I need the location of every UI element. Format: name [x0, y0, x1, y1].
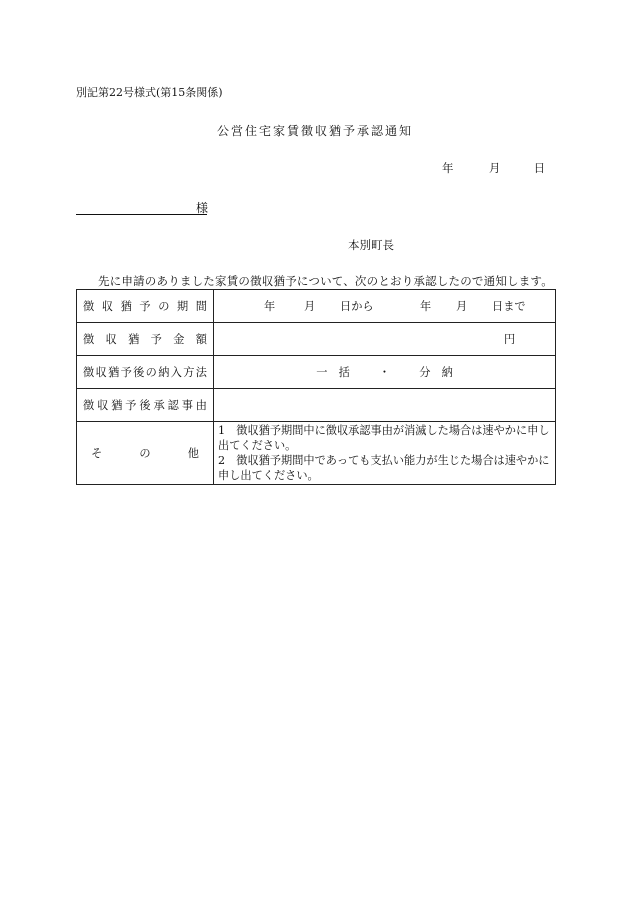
table-row-method: [77, 356, 556, 389]
note-item: 2 徴収猶予期間中であっても支払い能力が生じた場合は速やかに申し出てください。: [218, 454, 550, 482]
table-row-reason: [77, 389, 556, 422]
period-from-year: 年: [264, 300, 276, 313]
date-line: [442, 160, 545, 176]
period-from-day: 日から: [340, 300, 374, 313]
recipient-honorific: 様: [196, 201, 209, 215]
table-row-period: [77, 290, 556, 323]
method-value: [214, 356, 556, 389]
amount-value: [214, 323, 556, 356]
other-notes: [214, 422, 556, 485]
amount-label: 徴収猶予金額: [77, 323, 214, 356]
table-row-amount: [77, 323, 556, 356]
date-year: 年: [442, 161, 454, 175]
document-title: 公営住宅家賃徴収猶予承認通知: [216, 124, 413, 138]
other-label: [77, 422, 214, 485]
period-from-month: 月: [304, 300, 316, 313]
issuer-name: 本別町長: [348, 238, 394, 252]
other-label-char-1: そ: [91, 447, 103, 460]
reason-value: [214, 389, 556, 422]
amount-unit: 円: [504, 333, 516, 346]
recipient-name-line: [76, 200, 207, 215]
form-number: 別記第22号様式(第15条関係): [76, 86, 223, 99]
reason-label: 徴収猶予後承認事由: [77, 389, 214, 422]
period-to-day: 日まで: [492, 300, 526, 313]
intro-text: 先に申請のありました家賃の徴収猶予について、次のとおり承認したので通知します。: [98, 274, 553, 288]
method-lump-sum: 一 括: [316, 366, 350, 379]
other-label-char-3: 他: [187, 447, 199, 460]
method-installments: 分 納: [419, 366, 453, 379]
table-row-other: [77, 422, 556, 485]
note-item: 1 徴収猶予期間中に徴収承認事由が消滅した場合は速やかに申し出てください。: [218, 424, 550, 452]
approval-table: [76, 289, 556, 485]
period-label: 徴収猶予の期間: [77, 290, 214, 323]
other-label-char-2: の: [139, 447, 151, 460]
method-separator: ・: [378, 366, 391, 379]
period-value: [214, 290, 556, 323]
date-month: 月: [488, 161, 501, 175]
date-day: 日: [533, 161, 546, 175]
period-to-year: 年: [420, 300, 432, 313]
method-label: 徴収猶予後の納入方法: [77, 356, 214, 389]
period-to-month: 月: [456, 300, 468, 313]
